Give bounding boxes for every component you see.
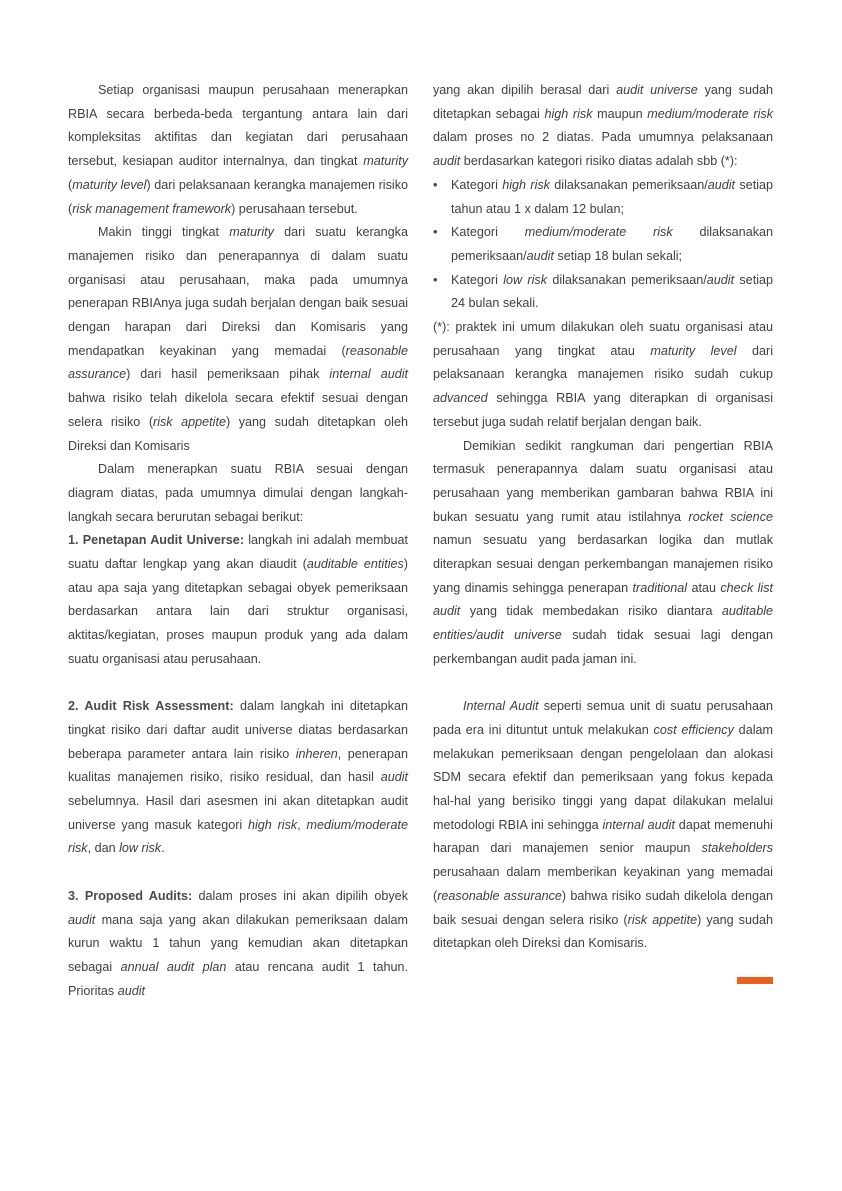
text-run: seperti semua unit di suatu perusahaan pada era ini dituntut untuk melakukan bbox=[433, 699, 774, 737]
text-run: dilaksanakan pemeriksaan/ bbox=[549, 177, 708, 192]
text-run: (*): praktek ini umum dilakukan oleh suatu organisasi atau perusahaan yang tingkat atau bbox=[433, 320, 773, 358]
footnote-practice bbox=[433, 316, 773, 435]
list-item-low-risk bbox=[433, 269, 773, 316]
italic-run: maturity level bbox=[650, 343, 737, 358]
text-run: sebelumnya. Hasil dari asesmen ini akan ditetapkan audit universe yang masuk kategori bbox=[68, 794, 408, 832]
text-run: dari suatu kerangka manajemen risiko dan penerapannya di dalam suatu organisasi atau perusahaan, maka pada umumnya penerapan RBIAnya juga sudah berjalan dengan baik sesuai dengan harapan dari Direksi dan Komisaris yang mendapatkan keyakinan yang memadai ( bbox=[68, 225, 408, 358]
italic-run: medium/moderate risk bbox=[68, 817, 408, 856]
text-run: setiap tahun atau 1 x dalam 12 bulan; bbox=[451, 177, 773, 216]
text-run: , bbox=[297, 817, 307, 832]
italic-run: internal audit bbox=[602, 817, 675, 832]
text-run: Kategori bbox=[451, 272, 504, 287]
italic-run: medium/moderate risk bbox=[647, 106, 773, 121]
italic-run: audit universe bbox=[616, 83, 698, 97]
text-run: , dan bbox=[87, 841, 120, 856]
text-run: mana saja yang akan dilakukan pemeriksaan dalam kurun waktu 1 tahun yang kemudian akan ditetapkan sebagai bbox=[68, 912, 408, 974]
text-run: ( bbox=[68, 177, 73, 192]
text-run: atau rencana audit 1 tahun. Prioritas bbox=[68, 959, 408, 998]
paragraph-steps-intro bbox=[68, 458, 408, 529]
italic-run: audit bbox=[707, 177, 736, 192]
text-run: dilaksanakan pemeriksaan/ bbox=[451, 225, 773, 263]
italic-run: advanced bbox=[433, 391, 488, 406]
right-column bbox=[433, 79, 773, 956]
italic-run: maturity bbox=[363, 154, 408, 169]
italic-run: rocket science bbox=[688, 509, 773, 524]
paragraph-maturity-framework bbox=[68, 221, 408, 458]
italic-run: Internal Audit bbox=[463, 699, 539, 714]
italic-run: risk appetite bbox=[627, 912, 698, 927]
italic-run: check list audit bbox=[433, 580, 773, 619]
text-run: Kategori bbox=[451, 225, 525, 240]
text-run: . bbox=[161, 841, 165, 856]
text-run: dalam proses ini akan dipilih obyek bbox=[192, 888, 408, 903]
text-run: ) bahwa risiko sudah dikelola dengan baik sesuai dengan selera risiko ( bbox=[433, 888, 774, 927]
text-run: Makin tinggi tingkat bbox=[98, 225, 230, 240]
italic-run: audit bbox=[117, 983, 145, 998]
paragraph-gap bbox=[68, 672, 408, 696]
list-item-medium-risk bbox=[433, 221, 773, 268]
text-run: sudah tidak sesuai lagi dengan perkembangan audit pada jaman ini. bbox=[433, 628, 774, 666]
text-run: dari pelaksanaan kerangka manajemen risiko sudah cukup bbox=[433, 343, 774, 382]
step-audit-universe bbox=[68, 529, 408, 671]
text-run: ) yang sudah ditetapkan oleh Direksi dan Komisaris bbox=[68, 414, 408, 453]
paragraph-internal-audit bbox=[433, 695, 773, 956]
italic-run: high risk bbox=[248, 817, 298, 832]
text-run: perusahaan dalam memberikan keyakinan yang memadai ( bbox=[433, 865, 773, 903]
text-run: langkah ini adalah membuat suatu daftar lengkap yang akan diaudit ( bbox=[68, 533, 408, 572]
italic-run: reasonable assurance bbox=[437, 888, 562, 903]
list-item-high-risk bbox=[433, 174, 773, 221]
text-run: atau bbox=[687, 580, 721, 595]
italic-run: auditable entities/audit universe bbox=[433, 604, 773, 643]
text-run: dalam proses no 2 diatas. Pada umumnya pelaksanaan bbox=[433, 130, 773, 145]
italic-run: reasonable assurance bbox=[68, 343, 408, 382]
italic-run: audit bbox=[433, 154, 461, 169]
text-run: yang akan dipilih berasal dari bbox=[433, 83, 617, 97]
italic-run: inheren bbox=[295, 746, 338, 761]
text-run: yang tidak membedakan risiko diantara bbox=[460, 604, 722, 619]
text-run: Setiap organisasi maupun perusahaan menerapkan RBIA secara berbeda-beda tergantung antara lain dari kompleksitas aktifitas dan kegiatan dari perusahaan tersebut, kesiapan auditor internalnya, dan tingkat bbox=[68, 83, 408, 169]
italic-run: low risk bbox=[503, 272, 548, 287]
text-run: setiap 18 bulan sekali; bbox=[553, 248, 683, 263]
italic-run: risk management framework bbox=[72, 201, 232, 216]
bold-run: 1. Penetapan Audit Universe: bbox=[68, 533, 245, 548]
italic-run: audit bbox=[526, 248, 554, 263]
risk-category-list bbox=[433, 174, 773, 316]
paragraph-gap bbox=[68, 861, 408, 885]
bold-run: 2. Audit Risk Assessment: bbox=[68, 699, 234, 714]
text-run: Kategori bbox=[451, 177, 503, 192]
step-audit-risk-assessment bbox=[68, 695, 408, 861]
text-run: ) atau apa saja yang ditetapkan sebagai obyek pemeriksaan berdasarkan antara lain dari struktur organisasi, aktitas/kegiatan, proses maupun produk yang ada dalam suatu organisasi atau perusahaan. bbox=[68, 557, 408, 666]
italic-run: audit bbox=[380, 770, 408, 785]
accent-bar bbox=[737, 977, 773, 984]
text-run: dalam melakukan pemeriksaan dengan pengelolaan dan alokasi SDM secara efektif dan pemeriksaan yang fokus kepada hal-hal yang berisiko tinggi yang dapat dilakukan melalui metodologi RBIA ini sehingga bbox=[433, 722, 773, 832]
text-run: ) perusahaan tersebut. bbox=[231, 201, 358, 216]
italic-run: medium/moderate risk bbox=[524, 225, 673, 240]
left-column bbox=[68, 79, 408, 1003]
text-run: , penerapan kualitas manajemen risiko, risiko residual, dan hasil bbox=[68, 746, 408, 785]
text-run: ) dari hasil pemeriksaan pihak bbox=[126, 367, 330, 382]
italic-run: internal audit bbox=[329, 367, 408, 382]
paragraph-audit-priority bbox=[433, 79, 773, 174]
text-run: Demikian sedikit rangkuman dari pengertian RBIA termasuk penerapannya dalam suatu organisasi atau perusahaan yang memberikan gambaran bahwa RBIA ini bukan sesuatu yang rumit atau istilahnya bbox=[433, 438, 773, 524]
italic-run: stakeholders bbox=[701, 841, 773, 856]
italic-run: low risk bbox=[119, 841, 162, 856]
text-run: bahwa risiko telah dikelola secara efektif sesuai dengan selera risiko ( bbox=[68, 391, 408, 429]
italic-run: annual audit plan bbox=[120, 959, 227, 974]
italic-run: high risk bbox=[544, 106, 593, 121]
text-run: sehingga RBIA yang diterapkan di organisasi tersebut juga sudah relatif berjalan dengan baik. bbox=[433, 391, 773, 429]
italic-run: maturity level bbox=[72, 177, 147, 192]
italic-run: audit bbox=[68, 912, 96, 927]
text-run: maupun bbox=[592, 106, 648, 121]
text-run: dalam langkah ini ditetapkan tingkat risiko dari daftar audit universe diatas berdasarkan beberapa parameter antara lain risiko bbox=[68, 699, 408, 761]
italic-run: auditable entities bbox=[306, 557, 404, 572]
text-run: berdasarkan kategori risiko diatas adalah sbb (*): bbox=[460, 154, 738, 169]
paragraph-gap bbox=[433, 672, 773, 696]
text-run: ) yang sudah ditetapkan oleh Direksi dan Komisaris. bbox=[433, 912, 773, 951]
paragraph-summary bbox=[433, 435, 773, 672]
italic-run: high risk bbox=[502, 177, 550, 192]
italic-run: risk appetite bbox=[153, 414, 226, 429]
text-run: yang sudah ditetapkan sebagai bbox=[433, 83, 773, 121]
text-run: dapat memenuhi harapan dari manajemen senior maupun bbox=[433, 817, 773, 856]
paragraph-rbia-maturity bbox=[68, 79, 408, 221]
italic-run: audit bbox=[706, 272, 735, 287]
text-run: namun sesuatu yang berdasarkan logika dan mutlak diterapkan sesuai dengan perkembangan manajemen risiko yang dinamis sehingga penerapan bbox=[433, 533, 773, 595]
text-run: Dalam menerapkan suatu RBIA sesuai dengan diagram diatas, pada umumnya dimulai dengan langkah-langkah secara berurutan sebagai berikut: bbox=[68, 462, 408, 524]
italic-run: traditional bbox=[632, 580, 688, 595]
text-run: setiap 24 bulan sekali. bbox=[451, 272, 773, 311]
text-run: dilaksanakan pemeriksaan/ bbox=[547, 272, 707, 287]
bold-run: 3. Proposed Audits: bbox=[68, 888, 193, 903]
italic-run: cost efficiency bbox=[653, 722, 734, 737]
text-run: ) dari pelaksanaan kerangka manajemen risiko ( bbox=[68, 177, 408, 216]
italic-run: maturity bbox=[229, 225, 274, 240]
step-proposed-audits bbox=[68, 885, 408, 1004]
